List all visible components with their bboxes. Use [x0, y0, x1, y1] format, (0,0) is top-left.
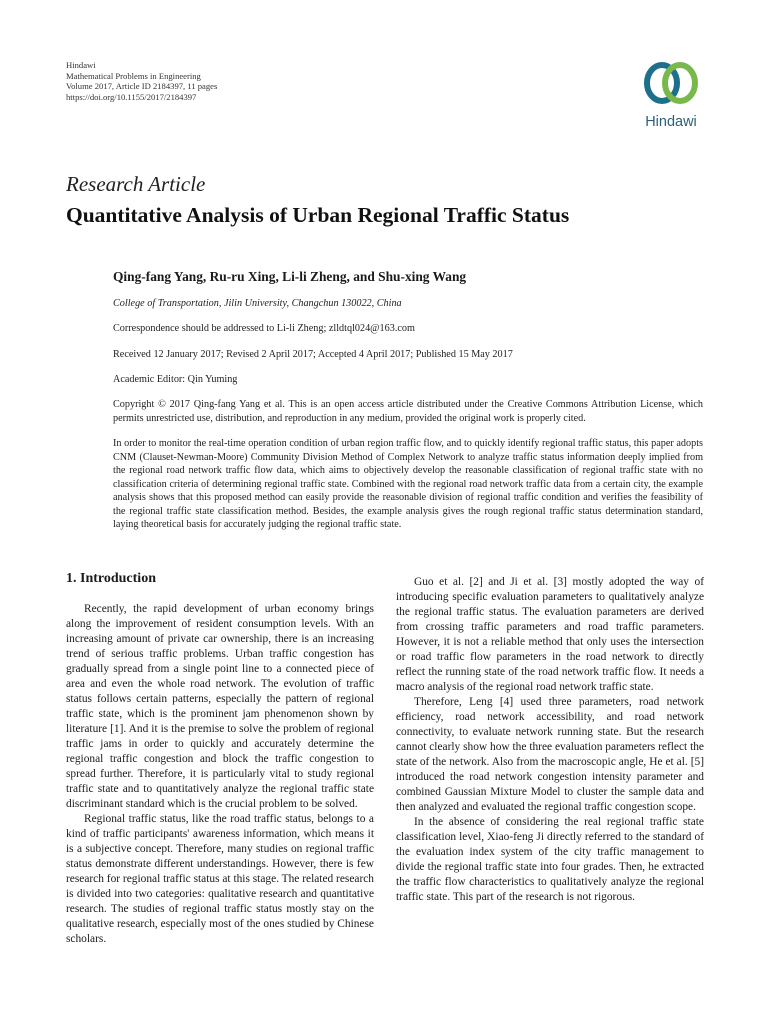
journal-header [66, 60, 217, 102]
article-type: Research Article [66, 172, 206, 196]
left-column [66, 602, 374, 947]
doi-link[interactable]: https://doi.org/10.1155/2017/2184397 [66, 91, 197, 102]
paragraph: Regional traffic status, like the road traffic status, belongs to a kind of traffic participants' awareness information, which means it is a subjective concept. Therefore, many studies on regional traffic status demonstrate different understandings. However, there is few research for regional traffic status at this stage. The related research is divided into two categories: qualitative research and quantitative research. The studies of regional traffic status mostly stay on the qualitative research, especially most of the ones studied by Chinese scholars. [66, 813, 374, 945]
paragraph: Therefore, Leng [4] used three parameters, road network efficiency, road network accessibility, and road network connectivity, to evaluate network running state. But the research cannot clearly show how the three evaluation parameters reflect the state of the network. Also from the macroscopic angle, He et al. [5] introduced the road network congestion intensity parameter and combined Gaussian Mixture Model to cluster the sample data and then analyzed and evaluated the regional traffic congestion scope. [396, 696, 704, 813]
affiliation: College of Transportation, Jilin University, Changchun 130022, China [113, 298, 402, 309]
publication-dates: Received 12 January 2017; Revised 2 April 2017; Accepted 4 April 2017; Published 15 May 2017 [113, 349, 513, 360]
volume-info: Volume 2017, Article ID 2184397, 11 pages [66, 81, 218, 92]
paragraph: In the absence of considering the real regional traffic state classification level, Xiao-feng Ji directly referred to the standard of the evaluation index system of the city traffic management to divide the regional traffic state into four grades. Then, he extracted the traffic flow characteristics to qualitatively analyze the regional traffic state. This part of the research is not rigorous. [396, 816, 704, 903]
author-list: Qing-fang Yang, Ru-ru Xing, Li-li Zheng, and Shu-xing Wang [113, 269, 467, 284]
paragraph: Recently, the rapid development of urban economy brings along the improvement of resident consumption levels. With an increasing amount of private car ownership, there is an increasing trend of serious traffic problems. Urban traffic congestion has gradually spread from a single point line to a connected piece of area and even the whole road network. The evolution of traffic status follows certain patterns, especially the pattern of regional traffic state, which is the prominent jam phenomenon shown by literature [1]. And it is the premise to solve the problem of regional traffic jams in order to quickly and accurately determine the regional traffic congestion and block the traffic congestion to spread further. Therefore, it is particularly vital to study regional traffic state and to quantitatively analyze the regional traffic state discriminant standard which is the crucial problem to be solved. [66, 603, 374, 810]
correspondence: Correspondence should be addressed to Li-li Zheng; zlldtql024@163.com [113, 323, 415, 334]
hindawi-wordmark: Hindawi [645, 114, 697, 130]
paragraph: Guo et al. [2] and Ji et al. [3] mostly adopted the way of introducing specific evaluation parameters to qualitatively analyze the regional traffic status. The evaluation parameters are derived from crossing traffic parameters and road traffic parameters. However, it is not a reliable method that only uses the intersection or road traffic flow parameters in the road network to directly reflect the running state of the road network traffic flow. It needs a macro analysis of the regional road network traffic state. [396, 576, 704, 693]
abstract: In order to monitor the real-time operation condition of urban region traffic flow, and to quickly identify regional traffic status, this paper adopts CNM (Clauset-Newman-Moore) Community Division Method of Complex Network to analyze traffic status information deeply implied from the regional road network traffic flow data, which aims to objectively develop the reasonable classification of regional traffic state with no classification criteria of determining regional traffic state. Combined with the regional road network traffic data from a certain city, the example analysis shows that this proposed method can easily provide the reasonable division of regional traffic condition and verifies the feasibility of the regional traffic state classification method. Besides, the example analysis gives the rough regional traffic status determination standard, laying theoretical basis for accurately judging the regional traffic state. [113, 438, 703, 530]
copyright-notice: Copyright © 2017 Qing-fang Yang et al. This is an open access article distributed under the Creative Commons Attribution License, which permits unrestricted use, distribution, and reproduction in any medium, provided the original work is properly cited. [113, 399, 703, 424]
article-title: Quantitative Analysis of Urban Regional Traffic Status [66, 203, 570, 227]
section-heading: 1. Introduction [66, 571, 156, 586]
journal-name: Mathematical Problems in Engineering [66, 70, 201, 81]
right-column [396, 575, 704, 905]
hindawi-rings-icon [636, 55, 706, 130]
academic-editor: Academic Editor: Qin Yuming [113, 374, 238, 385]
publisher-name: Hindawi [66, 60, 96, 70]
hindawi-logo [636, 55, 706, 130]
